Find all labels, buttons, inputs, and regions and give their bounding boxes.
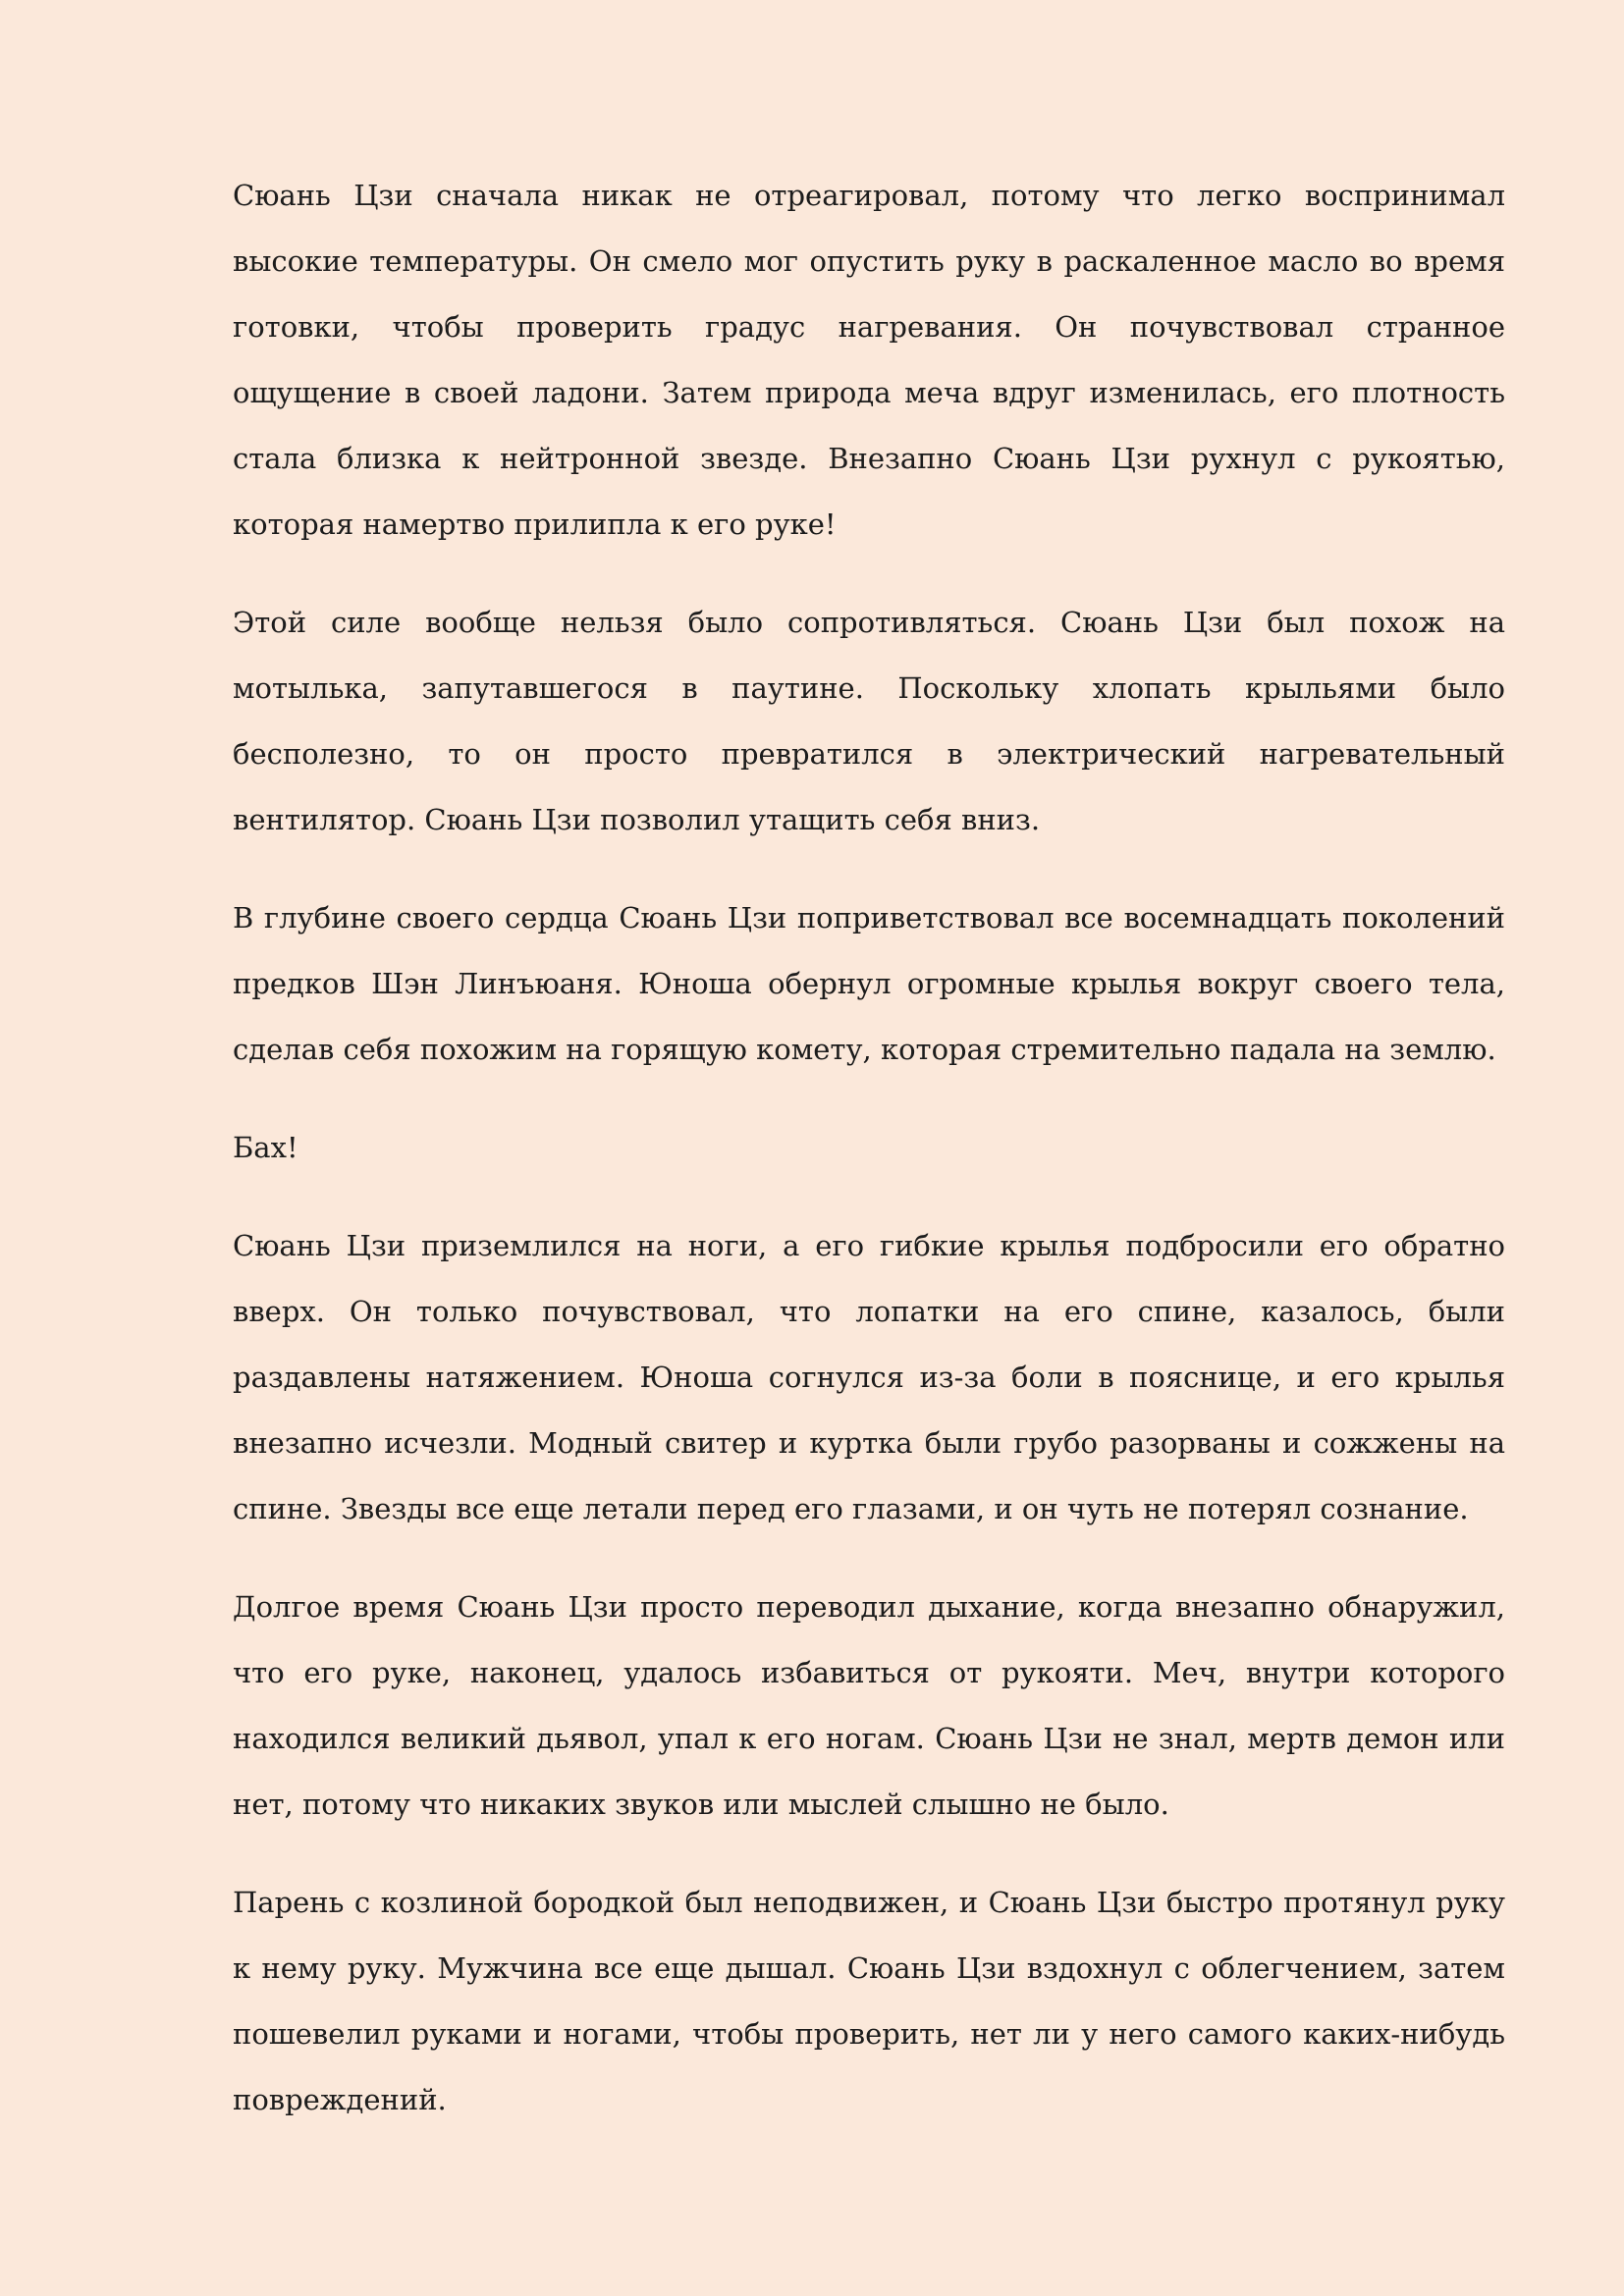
paragraph-2: Этой силе вообще нельзя было сопротивляться. Сюань Цзи был похож на мотылька, запутавшегося в паутине. Поскольку хлопать крыльями было бесполезно, то он просто превратился в электрический нагревательный вентилятор. Сюань Цзи позволил утащить себя вниз. <box>233 606 1505 836</box>
paragraph-5: Сюань Цзи приземлился на ноги, а его гибкие крылья подбросили его обратно вверх. Он только почувствовал, что лопатки на его спине, казалось, были раздавлены натяжением. Юноша согнулся из-за боли в пояснице, и его крылья внезапно исчезли. Модный свитер и куртка были грубо разорваны и сожжены на спине. Звезды все еще летали перед его глазами, и он чуть не потерял сознание. <box>233 1229 1505 1525</box>
paragraph-4: Бах! <box>233 1131 298 1164</box>
text-body <box>233 163 1505 2133</box>
paragraph-1: Сюань Цзи сначала никак не отреагировал, потому что легко воспринимал высокие температуры. Он смело мог опустить руку в раскаленное масло во время готовки, чтобы проверить градус нагревания. Он почувствовал странное ощущение в своей ладони. Затем природа меча вдруг изменилась, его плотность стала близка к нейтронной звезде. Внезапно Сюань Цзи рухнул с рукоятью, которая намертво прилипла к его руке! <box>233 179 1505 541</box>
paragraph-7: Парень с козлиной бородкой был неподвижен, и Сюань Цзи быстро протянул руку к нему руку. Мужчина все еще дышал. Сюань Цзи вздохнул с облегчением, затем пошевелил руками и ногами, чтобы проверить, нет ли у него самого каких-нибудь повреждений. <box>233 1886 1505 2116</box>
paragraph-3: В глубине своего сердца Сюань Цзи поприветствовал все восемнадцать поколений предков Шэн Линъюаня. Юноша обернул огромные крылья вокруг своего тела, сделав себя похожим на горящую комету, которая стремительно падала на землю. <box>233 901 1505 1066</box>
paragraph-6: Долгое время Сюань Цзи просто переводил дыхание, когда внезапно обнаружил, что его руке, наконец, удалось избавиться от рукояти. Меч, внутри которого находился великий дьявол, упал к его ногам. Сюань Цзи не знал, мертв демон или нет, потому что никаких звуков или мыслей слышно не было. <box>233 1590 1505 1821</box>
